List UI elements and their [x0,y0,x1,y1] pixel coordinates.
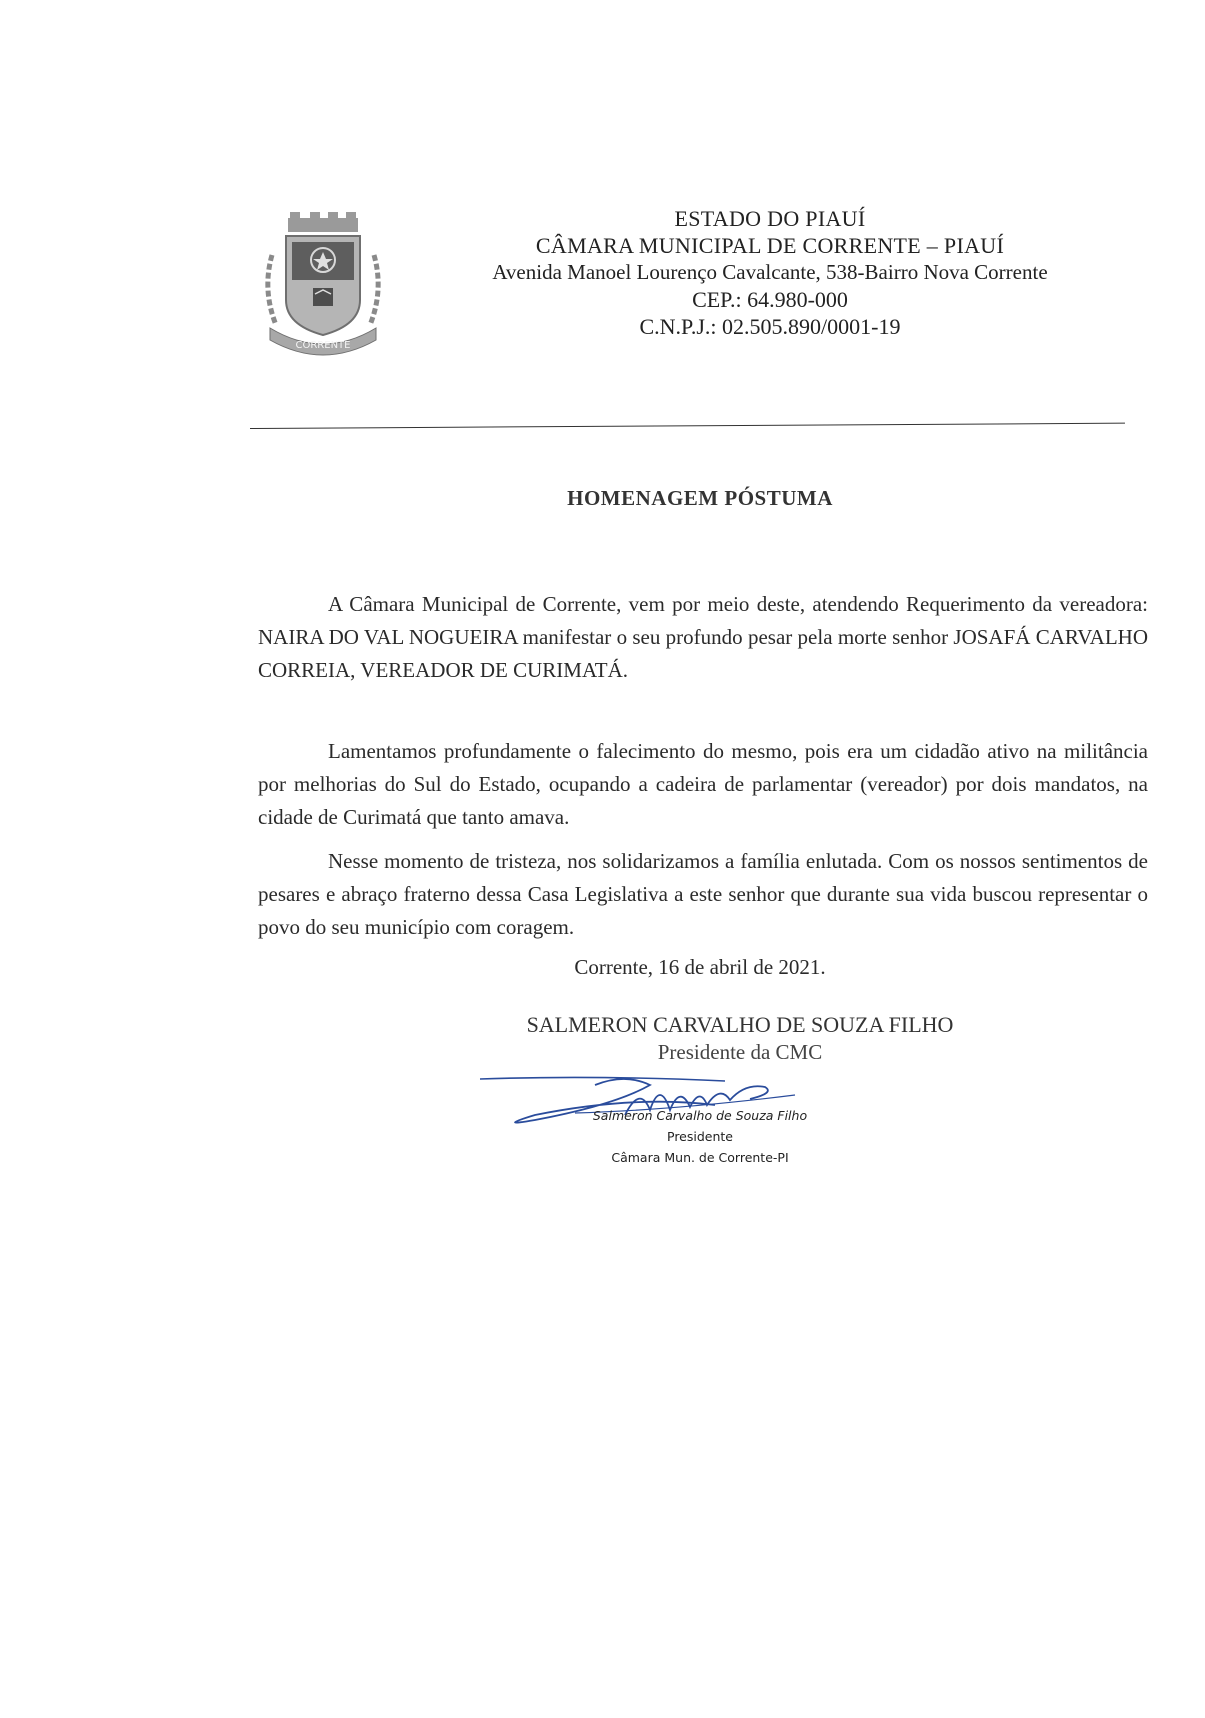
paragraph-1 [258,588,1148,687]
paragraph-2-text: Lamentamos profundamente o falecimento do mesmo, pois era um cidadão ativo na militância por melhorias do Sul do Estado, ocupando a cadeira de parlamentar (vereador) por dois mandatos, na cidade de Curimatá que tanto amava. [258,739,1148,829]
letterhead-cnpj: C.N.P.J.: 02.505.890/0001-19 [639,314,901,339]
header-divider [250,423,1125,429]
municipal-crest-logo [258,210,388,360]
paragraph-1-text: A Câmara Municipal de Corrente, vem por meio deste, atendendo Requerimento da vereadora: NAIRA DO VAL NOGUEIRA manifestar o seu profundo pesar pela morte senhor JOSAFÁ CARVALHO CORREIA, VEREADOR DE CURIMATÁ. [258,592,1148,682]
letterhead-state: ESTADO DO PIAUÍ [674,206,866,231]
stamp-role: Presidente [667,1129,733,1144]
stamp-name: Salmeron Carvalho de Souza Filho [592,1108,808,1123]
paragraph-2 [258,735,1148,834]
letterhead-cep: CEP.: 64.980-000 [692,287,848,312]
date-line: Corrente, 16 de abril de 2021. [574,955,826,979]
signature-stamp [560,1105,840,1168]
letterhead-chamber: CÂMARA MUNICIPAL DE CORRENTE – PIAUÍ [535,233,1005,258]
crest-ribbon-text: CORRENTE [295,340,351,351]
signer-name: SALMERON CARVALHO DE SOUZA FILHO [526,1012,954,1037]
letterhead-address: Avenida Manoel Lourenço Cavalcante, 538-Bairro Nova Corrente [492,260,1048,284]
paragraph-3-text: Nesse momento de tristeza, nos solidarizamos a família enlutada. Com os nossos sentimentos de pesares e abraço fraterno dessa Casa Legislativa a este senhor que durante sua vida buscou representar o povo do seu município com coragem. [258,849,1148,939]
paragraph-3 [258,845,1148,944]
letterhead [420,205,1120,340]
signer-role: Presidente da CMC [657,1040,823,1064]
document-title: HOMENAGEM PÓSTUMA [567,486,833,510]
stamp-org: Câmara Mun. de Corrente-PI [611,1150,789,1165]
